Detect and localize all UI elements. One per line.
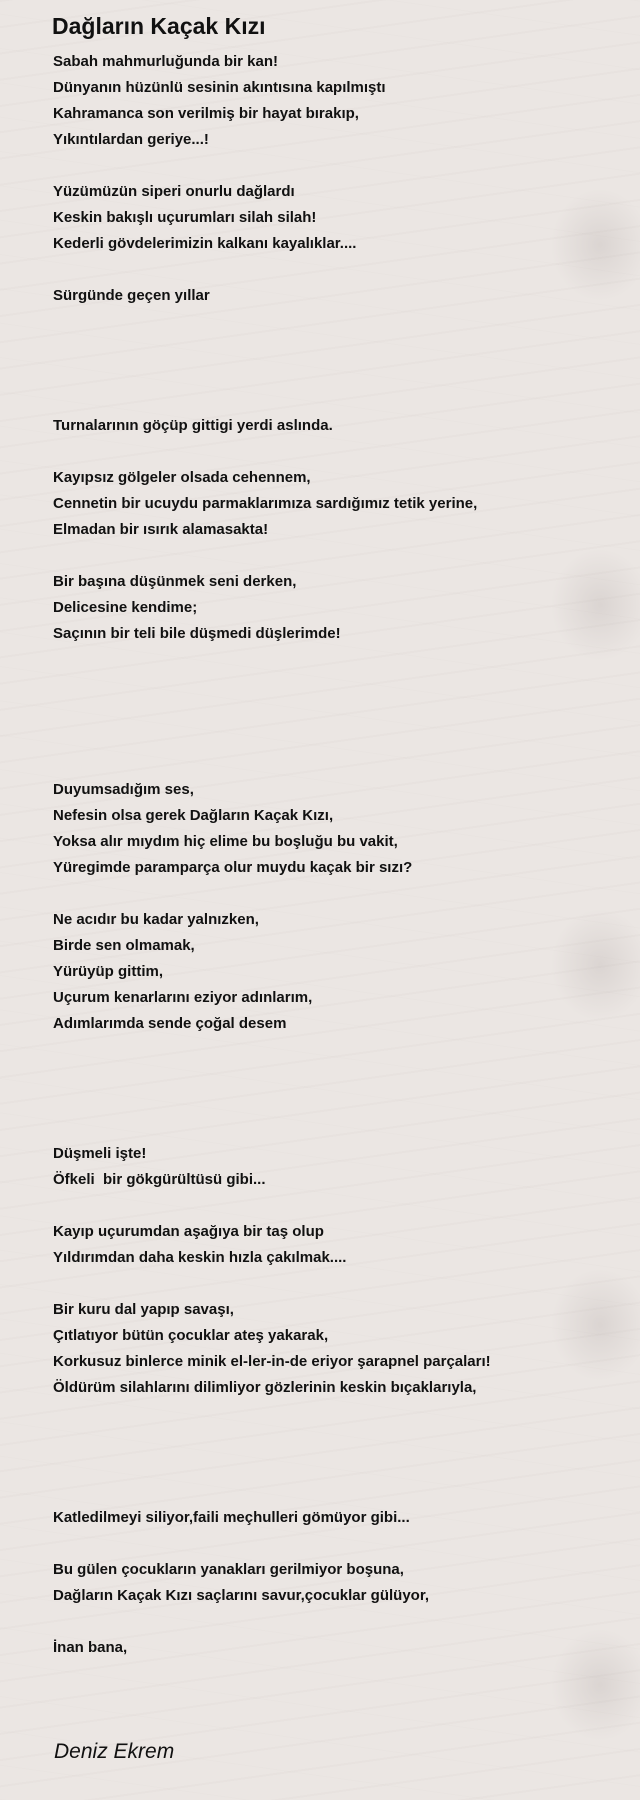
poem-title: Dağların Kaçak Kızı (52, 13, 266, 39)
poem-line: Uçurum kenarlarını eziyor adınlarım, (53, 989, 313, 1006)
poem-line (53, 1271, 623, 1297)
poem-line: Kederli gövdelerimizin kalkanı kayalıklar.... (53, 235, 357, 252)
poem-line: Kayıp uçurumdan aşağıya bir taş olup (53, 1223, 324, 1240)
poem-line: Kayıpsız gölgeler olsada cehennem, (53, 469, 311, 486)
poem-line: Yüregimde paramparça olur muydu kaçak bir sızı? (53, 859, 413, 876)
poem-line (53, 881, 623, 907)
poem-line: Korkusuz binlerce minik el-ler-in-de eriyor şarapnel parçaları! (53, 1353, 491, 1370)
poem-line: Yüzümüzün siperi onurlu dağlardı (53, 183, 295, 200)
poem-line (53, 1037, 623, 1063)
poem-line (53, 1453, 623, 1479)
poem-line (53, 439, 623, 465)
poem-line (53, 699, 623, 725)
poem-line: Duyumsadığım ses, (53, 781, 194, 798)
poem-line (53, 1401, 623, 1427)
poem-line: Düşmeli işte! (53, 1145, 147, 1162)
poem-line (53, 309, 623, 335)
poem-line: İnan bana, (53, 1639, 128, 1656)
poem-line: Bir kuru dal yapıp savaşı, (53, 1301, 234, 1318)
poem-line: Öfkeli bir gökgürültüsü gibi... (53, 1171, 266, 1188)
poem-line (53, 1063, 623, 1089)
poem-line: Öldürüm silahlarını dilimliyor gözlerinin keskin bıçaklarıyla, (53, 1379, 477, 1396)
poem-line: Bir başına düşünmek seni derken, (53, 573, 297, 590)
poem-line (53, 1609, 623, 1635)
poem-line: Sürgünde geçen yıllar (53, 287, 210, 304)
poem-line: Sabah mahmurluğunda bir kan! (53, 53, 279, 70)
poem-line: Kahramanca son verilmiş bir hayat bırakıp, (53, 105, 359, 122)
poem-line: Elmadan bir ısırık alamasakta! (53, 521, 269, 538)
poem-line: Delicesine kendime; (53, 599, 198, 616)
poem-line: Çıtlatıyor bütün çocuklar ateş yakarak, (53, 1327, 329, 1344)
poem-line: Yoksa alır mıydım hiç elime bu boşluğu bu vakit, (53, 833, 398, 850)
poem-line (53, 1427, 623, 1453)
poem-line (53, 1089, 623, 1115)
poem-line: Cennetin bir ucuydu parmaklarımıza sardığımız tetik yerine, (53, 495, 478, 512)
poem-line (53, 1531, 623, 1557)
poem-line (53, 257, 623, 283)
poem-line: Bu gülen çocukların yanakları gerilmiyor boşuna, (53, 1561, 404, 1578)
poem-line (53, 387, 623, 413)
poem-line (53, 725, 623, 751)
poem-line (53, 1115, 623, 1141)
poem-line: Nefesin olsa gerek Dağların Kaçak Kızı, (53, 807, 334, 824)
poem-line (53, 361, 623, 387)
poem-line (53, 673, 623, 699)
poem-line: Birde sen olmamak, (53, 937, 195, 954)
poem-line: Yıkıntılardan geriye...! (53, 131, 209, 148)
poem-line: Saçının bir teli bile düşmedi düşlerimde! (53, 625, 341, 642)
poem-line: Yürüyüp gittim, (53, 963, 163, 980)
poem-line: Adımlarımda sende çoğal desem (53, 1015, 287, 1032)
poem-line: Dağların Kaçak Kızı saçlarını savur,çocuklar gülüyor, (53, 1587, 429, 1604)
poem-line: Dünyanın hüzünlü sesinin akıntısına kapılmıştı (53, 79, 386, 96)
poem-author: Deniz Ekrem (54, 1740, 175, 1763)
poem-line: Katledilmeyi siliyor,faili meçhulleri gömüyor gibi... (53, 1509, 410, 1526)
poem-line (53, 1193, 623, 1219)
poem-line: Keskin bakışlı uçurumları silah silah! (53, 209, 317, 226)
poem-line (53, 1479, 623, 1505)
poem-line: Turnalarının göçüp gittigi yerdi aslında. (53, 417, 333, 434)
poem-line (53, 751, 623, 777)
poem-body (53, 49, 623, 1661)
poem-line (53, 543, 623, 569)
poem-line: Ne acıdır bu kadar yalnızken, (53, 911, 259, 928)
poem-line (53, 153, 623, 179)
poem-line: Yıldırımdan daha keskin hızla çakılmak.... (53, 1249, 347, 1266)
poem-line (53, 647, 623, 673)
poem-line (53, 335, 623, 361)
